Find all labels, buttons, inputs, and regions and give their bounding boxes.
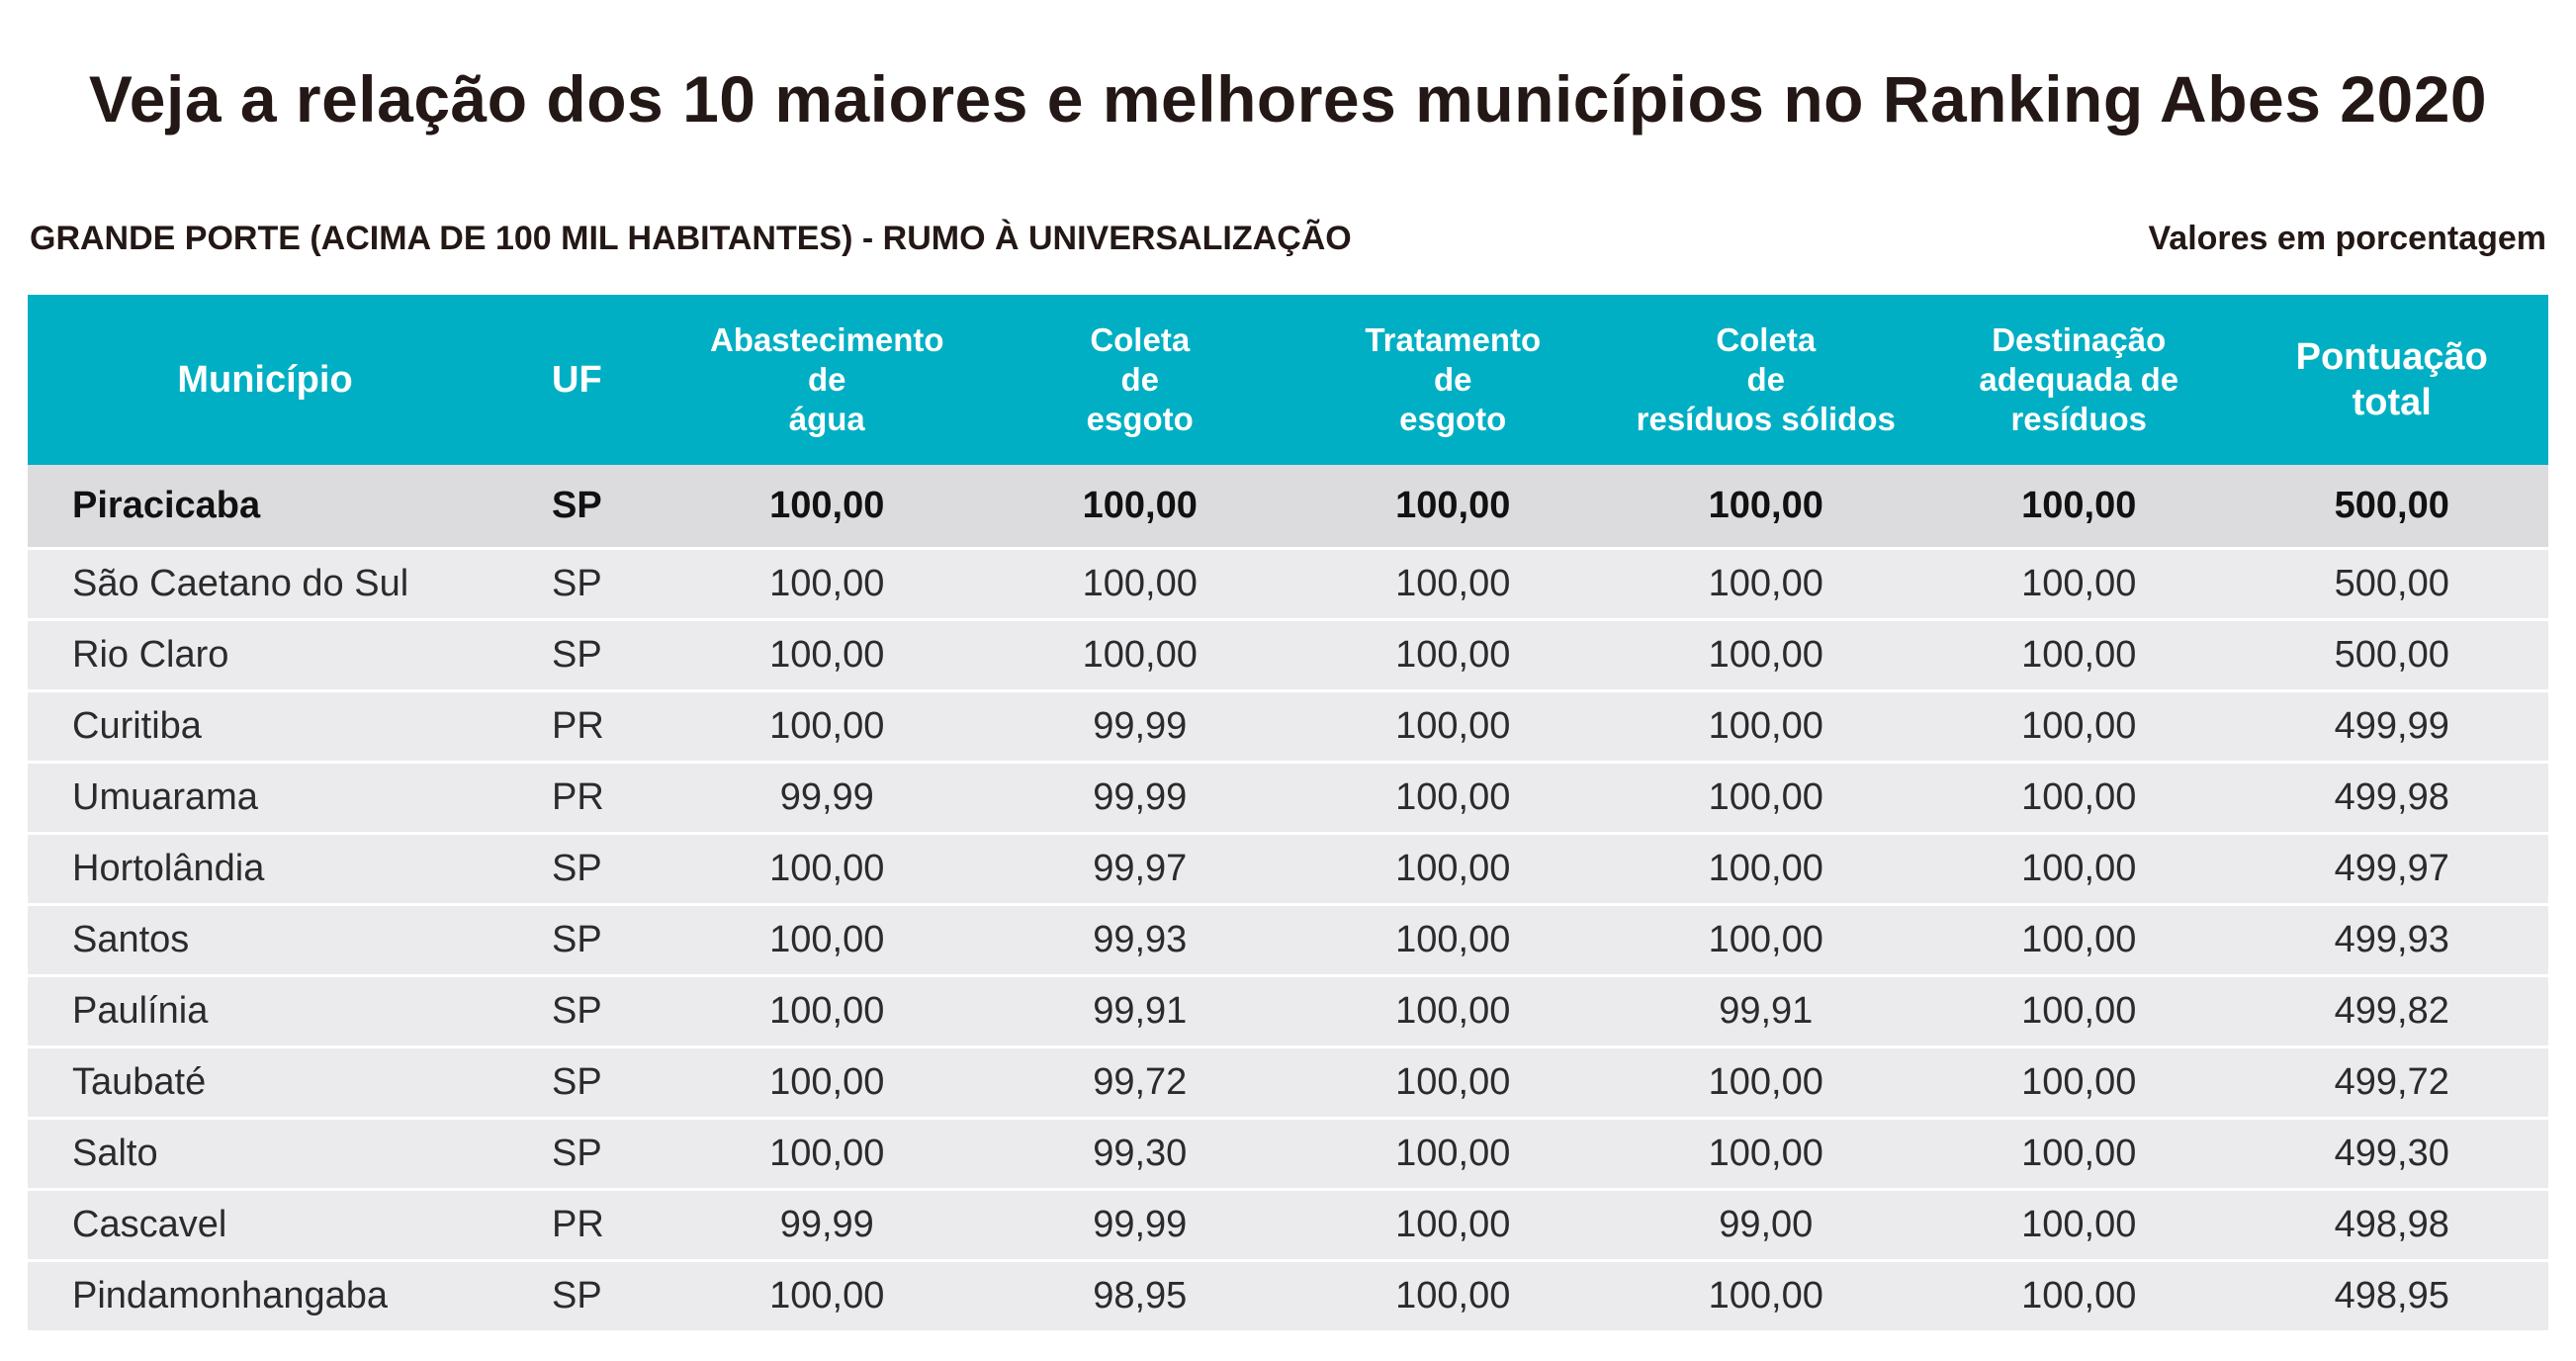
cell-municipio: Salto (72, 1133, 158, 1174)
cell-municipio: Curitiba (72, 705, 202, 747)
cell-destinacao-residuos: 100,00 (2021, 848, 2137, 889)
cell-municipio: Umuarama (72, 776, 258, 818)
cell-destinacao-residuos: 100,00 (2021, 990, 2137, 1032)
cell-abastecimento: 100,00 (769, 1061, 885, 1103)
cell-coleta-residuos: 100,00 (1708, 634, 1823, 676)
cell-pontuacao-total: 499,97 (2334, 848, 2449, 889)
cell-tratamento-esgoto: 100,00 (1395, 919, 1511, 960)
table-row (28, 1191, 2548, 1262)
cell-destinacao-residuos: 100,00 (2021, 705, 2137, 747)
cell-tratamento-esgoto: 100,00 (1395, 1275, 1511, 1316)
cell-coleta-esgoto: 99,91 (1093, 990, 1188, 1032)
cell-municipio: Rio Claro (72, 634, 229, 676)
cell-coleta-esgoto: 99,97 (1093, 848, 1188, 889)
cell-coleta-residuos: 100,00 (1708, 563, 1823, 604)
cell-coleta-esgoto: 99,99 (1093, 776, 1188, 818)
cell-coleta-esgoto: 99,72 (1093, 1061, 1188, 1103)
table-row (28, 1262, 2548, 1333)
header-tratamento-esgoto: Tratamento de esgoto (1365, 321, 1542, 437)
cell-municipio: Taubaté (72, 1061, 207, 1103)
cell-pontuacao-total: 498,95 (2334, 1275, 2449, 1316)
cell-pontuacao-total: 500,00 (2334, 634, 2449, 676)
table-row (28, 835, 2548, 906)
ranking-table (28, 295, 2548, 1333)
page-title: Veja a relação dos 10 maiores e melhores municípios no Ranking Abes 2020 (88, 62, 2488, 136)
cell-coleta-residuos: 99,00 (1719, 1204, 1814, 1245)
cell-tratamento-esgoto: 100,00 (1395, 1204, 1511, 1245)
table-row (28, 692, 2548, 764)
cell-coleta-esgoto: 100,00 (1082, 485, 1198, 526)
cell-abastecimento: 100,00 (769, 563, 885, 604)
header-coleta-esgoto: Coleta de esgoto (1086, 321, 1194, 437)
cell-coleta-residuos: 100,00 (1708, 919, 1823, 960)
header-coleta-residuos: Coleta de resíduos sólidos (1636, 321, 1896, 437)
cell-destinacao-residuos: 100,00 (2021, 919, 2137, 960)
cell-tratamento-esgoto: 100,00 (1395, 485, 1511, 526)
cell-abastecimento: 100,00 (769, 848, 885, 889)
cell-tratamento-esgoto: 100,00 (1395, 1133, 1511, 1174)
cell-municipio: Paulínia (72, 990, 209, 1032)
cell-uf: SP (552, 990, 602, 1032)
cell-uf: SP (552, 563, 602, 604)
cell-uf: SP (552, 1275, 602, 1316)
cell-coleta-esgoto: 99,30 (1093, 1133, 1188, 1174)
cell-abastecimento: 100,00 (769, 1133, 885, 1174)
header-pontuacao-total: Pontuação total (2295, 336, 2488, 423)
cell-municipio: Piracicaba (72, 485, 261, 526)
cell-destinacao-residuos: 100,00 (2021, 563, 2137, 604)
cell-municipio: Pindamonhangaba (72, 1275, 389, 1316)
cell-uf: SP (552, 919, 602, 960)
cell-coleta-esgoto: 100,00 (1082, 563, 1198, 604)
cell-destinacao-residuos: 100,00 (2021, 1204, 2137, 1245)
cell-destinacao-residuos: 100,00 (2021, 1061, 2137, 1103)
cell-coleta-residuos: 99,91 (1719, 990, 1814, 1032)
cell-tratamento-esgoto: 100,00 (1395, 776, 1511, 818)
cell-destinacao-residuos: 100,00 (2021, 1133, 2137, 1174)
cell-destinacao-residuos: 100,00 (2021, 485, 2137, 526)
cell-coleta-residuos: 100,00 (1708, 1275, 1823, 1316)
cell-uf: PR (552, 776, 604, 818)
cell-pontuacao-total: 500,00 (2334, 563, 2449, 604)
cell-abastecimento: 100,00 (769, 1275, 885, 1316)
cell-coleta-esgoto: 100,00 (1082, 634, 1198, 676)
table-body (28, 465, 2548, 1333)
cell-coleta-residuos: 100,00 (1708, 776, 1823, 818)
cell-uf: SP (552, 848, 602, 889)
cell-pontuacao-total: 499,98 (2334, 776, 2449, 818)
cell-abastecimento: 100,00 (769, 634, 885, 676)
cell-pontuacao-total: 498,98 (2334, 1204, 2449, 1245)
cell-coleta-esgoto: 99,93 (1093, 919, 1188, 960)
table-row (28, 764, 2548, 835)
header-uf: UF (552, 359, 602, 401)
cell-coleta-residuos: 100,00 (1708, 705, 1823, 747)
cell-uf: PR (552, 705, 604, 747)
cell-abastecimento: 100,00 (769, 705, 885, 747)
cell-pontuacao-total: 500,00 (2334, 485, 2449, 526)
cell-tratamento-esgoto: 100,00 (1395, 563, 1511, 604)
cell-uf: SP (552, 634, 602, 676)
cell-municipio: Hortolândia (72, 848, 265, 889)
header-municipio: Município (177, 359, 353, 401)
cell-destinacao-residuos: 100,00 (2021, 776, 2137, 818)
cell-tratamento-esgoto: 100,00 (1395, 990, 1511, 1032)
table-row (28, 1120, 2548, 1191)
cell-destinacao-residuos: 100,00 (2021, 1275, 2137, 1316)
cell-uf: SP (552, 1133, 602, 1174)
table-row (28, 621, 2548, 692)
cell-municipio: São Caetano do Sul (72, 563, 409, 604)
table-row (28, 465, 2548, 550)
table-header (28, 295, 2548, 465)
cell-abastecimento: 99,99 (779, 1204, 874, 1245)
unit-note: Valores em porcentagem (2148, 220, 2546, 257)
cell-pontuacao-total: 499,93 (2334, 919, 2449, 960)
cell-pontuacao-total: 499,82 (2334, 990, 2449, 1032)
cell-abastecimento: 99,99 (779, 776, 874, 818)
table-row (28, 1048, 2548, 1120)
cell-coleta-residuos: 100,00 (1708, 485, 1823, 526)
cell-pontuacao-total: 499,30 (2334, 1133, 2449, 1174)
cell-tratamento-esgoto: 100,00 (1395, 705, 1511, 747)
cell-destinacao-residuos: 100,00 (2021, 634, 2137, 676)
cell-abastecimento: 100,00 (769, 990, 885, 1032)
cell-abastecimento: 100,00 (769, 919, 885, 960)
cell-pontuacao-total: 499,99 (2334, 705, 2449, 747)
cell-coleta-esgoto: 99,99 (1093, 1204, 1188, 1245)
cell-uf: PR (552, 1204, 604, 1245)
cell-pontuacao-total: 499,72 (2334, 1061, 2449, 1103)
cell-coleta-esgoto: 98,95 (1093, 1275, 1188, 1316)
cell-uf: SP (552, 1061, 602, 1103)
table-row (28, 977, 2548, 1048)
cell-abastecimento: 100,00 (769, 485, 885, 526)
cell-coleta-residuos: 100,00 (1708, 1061, 1823, 1103)
table-row (28, 906, 2548, 977)
table-row (28, 550, 2548, 621)
header-destinacao-residuos: Destinação adequada de resíduos (1979, 321, 2179, 437)
header-abastecimento: Abastecimento de água (709, 321, 944, 437)
cell-coleta-residuos: 100,00 (1708, 1133, 1823, 1174)
table-subtitle: GRANDE PORTE (ACIMA DE 100 MIL HABITANTES) - RUMO À UNIVERSALIZAÇÃO (30, 220, 1352, 257)
cell-coleta-residuos: 100,00 (1708, 848, 1823, 889)
cell-municipio: Cascavel (72, 1204, 227, 1245)
cell-tratamento-esgoto: 100,00 (1395, 1061, 1511, 1103)
cell-tratamento-esgoto: 100,00 (1395, 848, 1511, 889)
cell-municipio: Santos (72, 919, 190, 960)
cell-tratamento-esgoto: 100,00 (1395, 634, 1511, 676)
cell-coleta-esgoto: 99,99 (1093, 705, 1188, 747)
cell-uf: SP (552, 485, 602, 526)
